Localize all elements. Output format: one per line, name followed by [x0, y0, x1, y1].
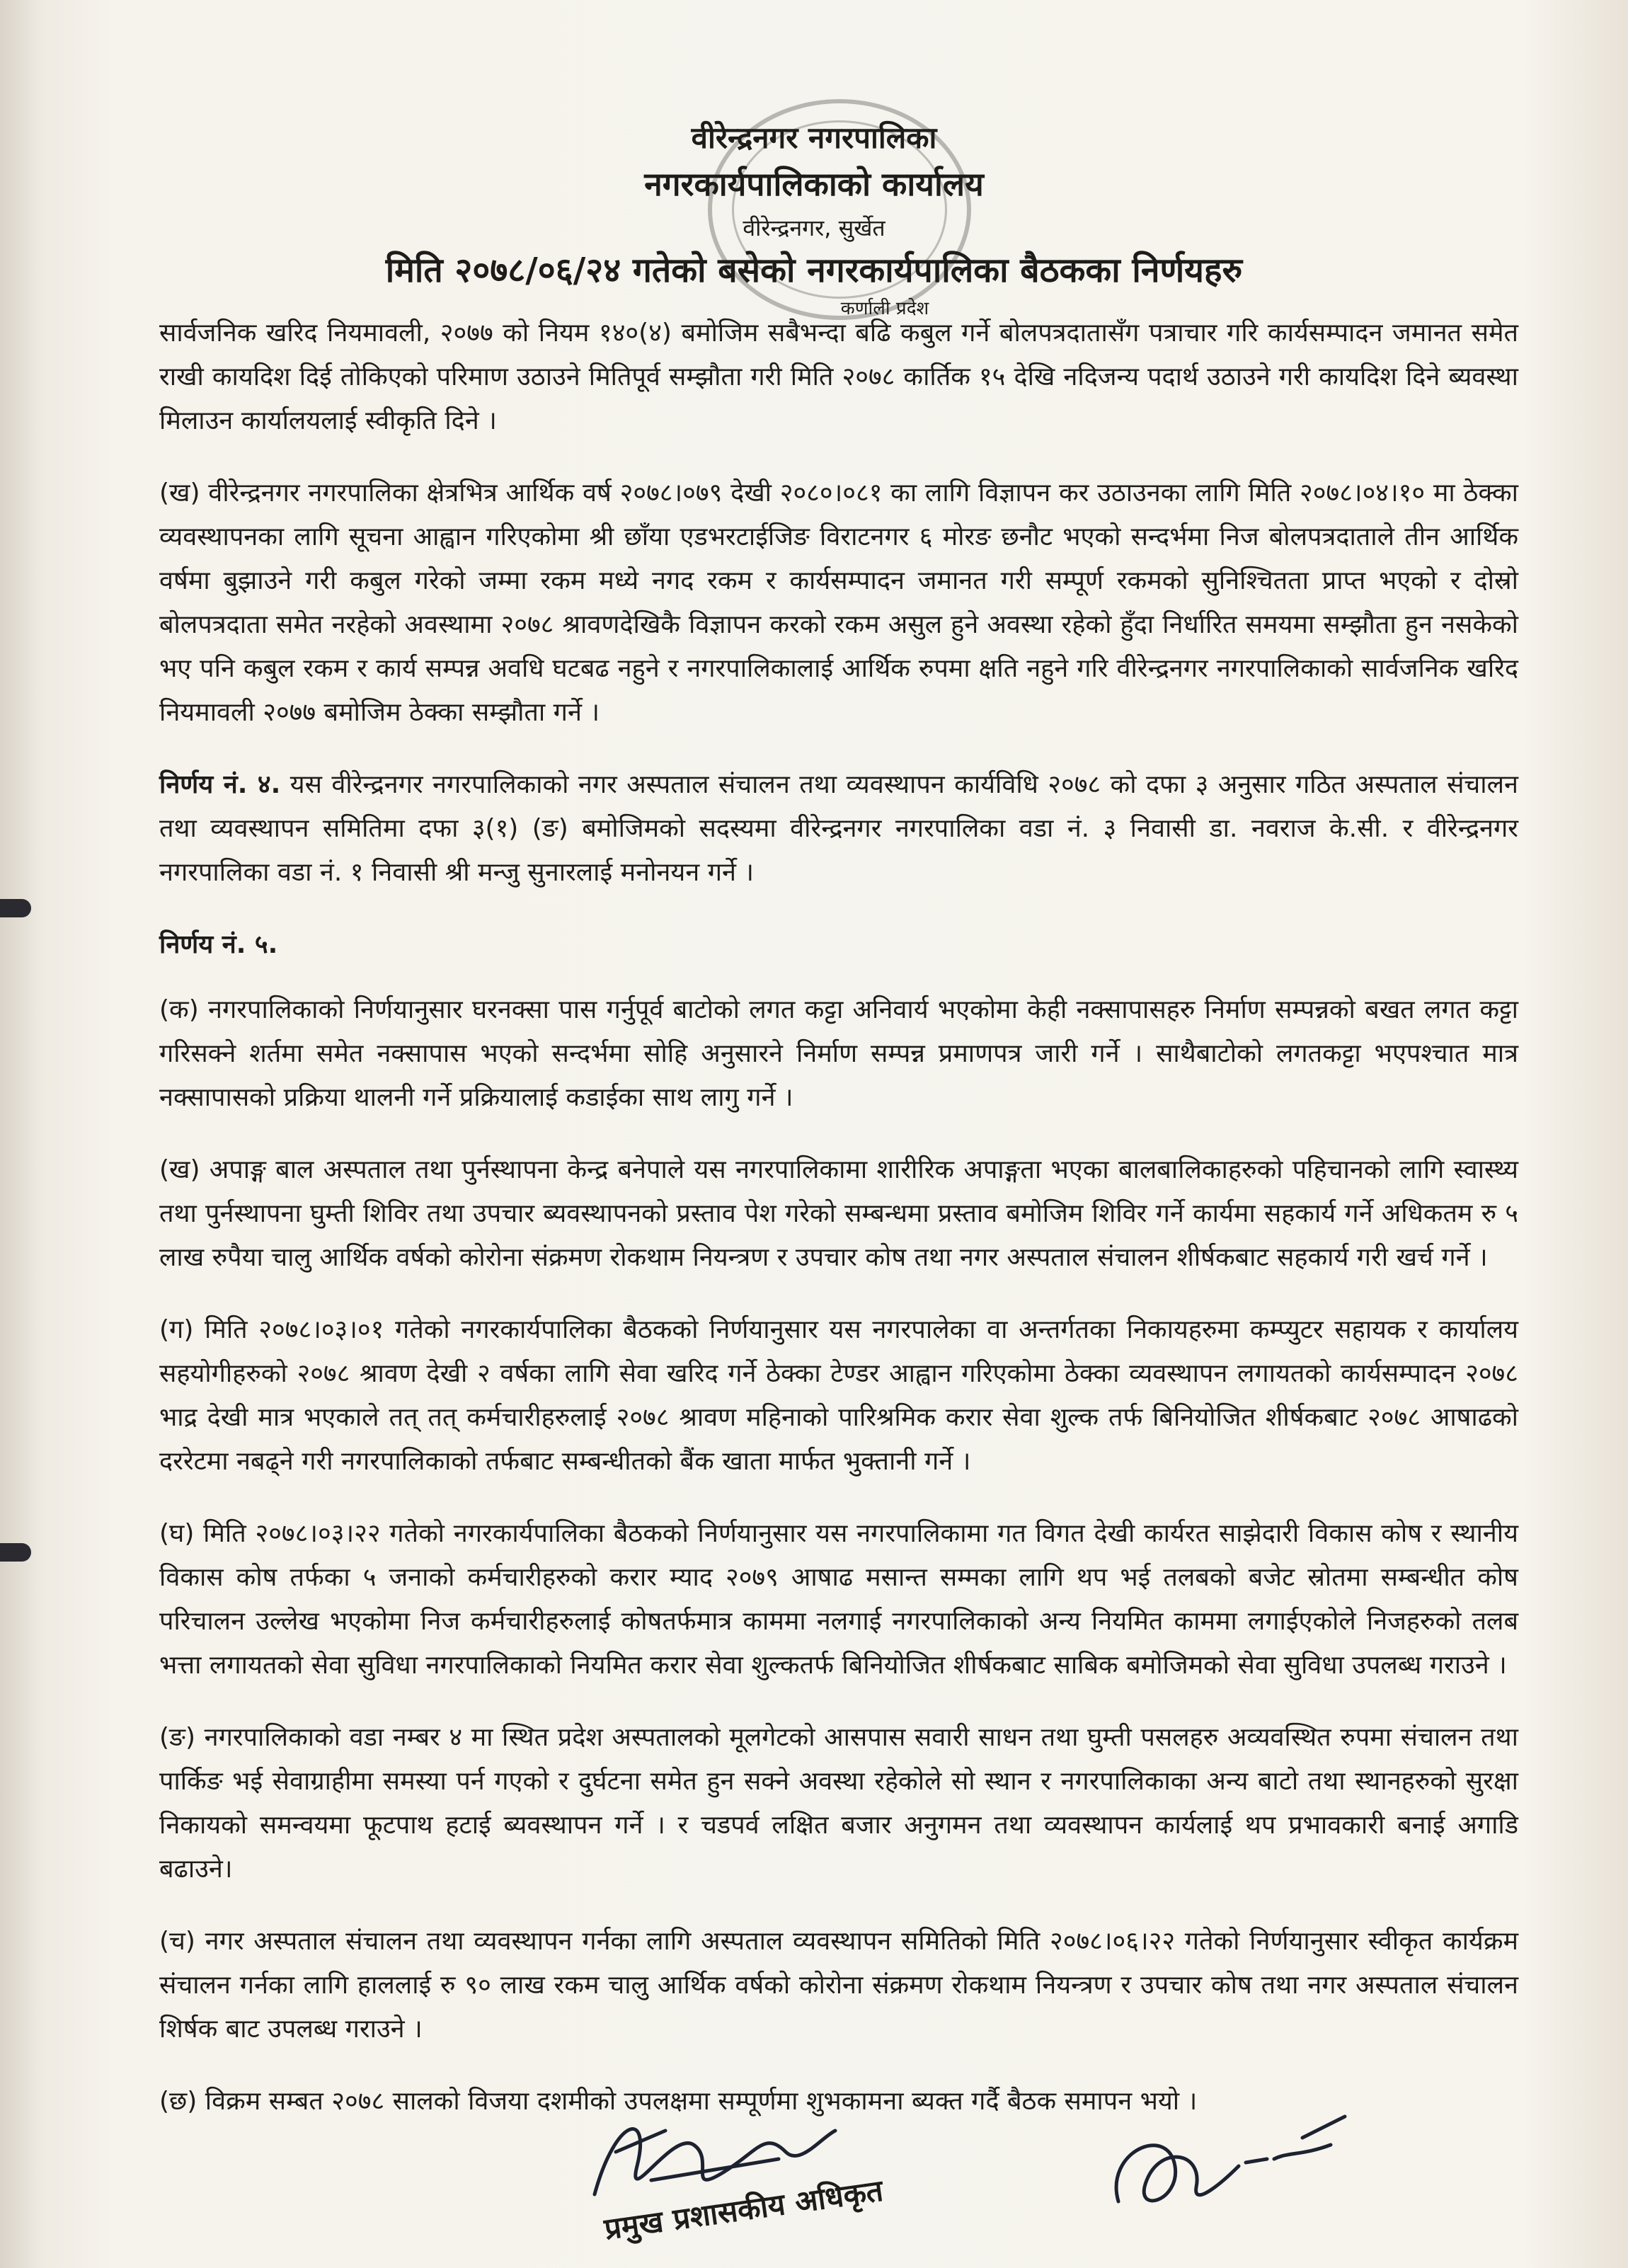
decision-5-chha: (छ) विक्रम सम्बत २०७८ सालको विजया दशमीको उपलक्षमा सम्पूर्णमा शुभकामना ब्यक्त गर्दै बैठक समापन भयो ।: [159, 2087, 1198, 2116]
decision-5-heading-text: निर्णय नं. ५.: [159, 930, 278, 959]
decision-4-text: यस वीरेन्द्रनगर नगरपालिकाको नगर अस्पताल संचालन तथा व्यवस्थापन कार्यविधि २०७८ को दफा ३ अनुसार गठित अस्पताल संचालन तथा व्यवस्थापन समितिमा दफा ३(१) (ङ) बमोजिमको सदस्यमा वीरेन्द्रनगर नगरपालिका वडा नं. ३ निवासी डा. नवराज के.सी. र वीरेन्द्रनगर नगरपालिका वडा नं. १ निवासी श्री मन्जु सुनारलाई मनोनयन गर्ने ।: [159, 770, 1518, 887]
decision-5-ka: (क) नगरपालिकाको निर्णयानुसार घरनक्सा पास गर्नुपूर्व बाटोको लगत कट्टा अनिवार्य भएकोमा केही नक्सापासहरु निर्माण सम्पन्नको बखत लगत कट्टा गरिसक्ने शर्तमा समेत नक्सापास भएको सन्दर्भमा सोहि अनुसारने निर्माण सम्पन्न प्रमाणपत्र जारी गर्ने । साथैबाटोको लगतकट्टा भएपश्चात मात्र नक्सापासको प्रक्रिया थालनी गर्ने प्रक्रियालाई कडाईका साथ लागु गर्ने ।: [159, 995, 1518, 1112]
signature-left-label: प्रमुख प्रशासकीय अधिकृत: [602, 2172, 885, 2247]
decision-4-heading: निर्णय नं. ४.: [159, 770, 281, 799]
document-body: [159, 311, 1518, 2152]
decision-5-gha: (घ) मिति २०७८।०३।२२ गतेको नगरकार्यपालिका बैठकको निर्णयानुसार यस नगरपालिकामा गत विगत देखी कार्यरत साझेदारी विकास कोष र स्थानीय विकास कोष तर्फका ५ जनाको कर्मचारीहरुको करार म्याद २०७९ आषाढ मसान्त सम्मका लागि थप भई तलबको बजेट स्रोतमा सम्बन्धीत कोष परिचालन उल्लेख भएकोमा निज कर्मचारीहरुलाई कोषतर्फमात्र काममा नलगाई नगरपालिकाको अन्य नियमित काममा लगाईएकोले निजहरुको तलब भत्ता लगायतको सेवा सुविधा नगरपालिकाको नियमित करार सेवा शुल्कतर्फ बिनियोजित शीर्षकबाट साबिक बमोजिमको सेवा सुविधा उपलब्ध गराउने ।: [159, 1519, 1518, 1680]
decision-4: [159, 763, 1518, 895]
signature-right: [1090, 2095, 1359, 2237]
paragraph-intro: सार्वजनिक खरिद नियमावली, २०७७ को नियम १४०(४) बमोजिम सबैभन्दा बढि कबुल गर्ने बोलपत्रदातासँग पत्राचार गरि कार्यसम्पादन जमानत समेत राखी कायदिश दिई तोकिएको परिमाण उठाउने मितिपूर्व सम्झौता गरी मिति २०७८ कार्तिक १५ देखि नदिजन्य पदार्थ उठाउने गरी कायदिश दिने ब्यवस्था मिलाउन कार्यालयलाई स्वीकृति दिने ।: [159, 319, 1518, 435]
binding-hole: [0, 899, 31, 917]
municipality-name: वीरेन्द्रनगर नगरपालिका: [691, 120, 937, 155]
office-name: नगरकार्यपालिकाको कार्यालय: [644, 165, 984, 203]
office-address: वीरेन्द्रनगर, सुर्खेत: [743, 214, 885, 241]
document-title: मिति २०७८/०६/२४ गतेको बसेको नगरकार्यपालिका बैठकका निर्णयहरु: [385, 251, 1243, 290]
decision-5-ga: (ग) मिति २०७८।०३।०१ गतेको नगरकार्यपालिका बैठकको निर्णयानुसार यस नगरपालेका वा अन्तर्गतका निकायहरुमा कम्प्युटर सहायक र कार्यालय सहयोगीहरुको २०७८ श्रावण देखी २ वर्षका लागि सेवा खरिद गर्ने ठेक्का टेण्डर आह्वान गरिएकोमा ठेक्का व्यवस्थापन लगायतको कार्यसम्पादन २०७८ भाद्र देखी मात्र भएकाले तत् तत् कर्मचारीहरुलाई २०७८ श्रावण महिनाको पारिश्रमिक करार सेवा शुल्क तर्फ बिनियोजित शीर्षकबाट २०७८ आषाढको दररेटमा नबढ्ने गरी नगरपालिकाको तर्फबाट सम्बन्धीतको बैंक खाता मार्फत भुक्तानी गर्ने ।: [159, 1315, 1518, 1476]
binding-hole: [0, 1543, 31, 1562]
paragraph-kha: (ख) वीरेन्द्रनगर नगरपालिका क्षेत्रभित्र आर्थिक वर्ष २०७८।०७९ देखी २०८०।०८१ का लागि विज्ञापन कर उठाउनका लागि मिति २०७८।०४।१० मा ठेक्का व्यवस्थापनका लागि सूचना आह्वान गरिएकोमा श्री छाँया एडभरटाईजिङ विराटनगर ६ मोरङ छनौट भएको सन्दर्भमा निज बोलपत्रदाताले तीन आर्थिक वर्षमा बुझाउने गरी कबुल गरेको जम्मा रकम मध्ये नगद रकम र कार्यसम्पादन जमानत गरी सम्पूर्ण रकमको सुनिश्चितता प्राप्त भएको र दोस्रो बोलपत्रदाता समेत नरहेको अवस्थामा २०७८ श्रावणदेखिकै विज्ञापन करको रकम असुल हुने अवस्था रहेको हुँदा निर्धारित समयमा सम्झौता हुन नसकेको भए पनि कबुल रकम र कार्य सम्पन्न अवधि घटबढ नहुने र नगरपालिकालाई आर्थिक रुपमा क्षति नहुने गरि वीरेन्द्रनगर नगरपालिकाको सार्वजनिक खरिद नियमावली २०७७ बमोजिम ठेक्का सम्झौता गर्ने ।: [159, 479, 1518, 727]
decision-5-cha: (च) नगर अस्पताल संचालन तथा व्यवस्थापन गर्नका लागि अस्पताल व्यवस्थापन समितिको मिति २०७८।०६।२२ गतेको निर्णयानुसार स्वीकृत कार्यक्रम संचालन गर्नका लागि हाललाई रु ९० लाख रकम चालु आर्थिक वर्षको कोरोना संक्रमण रोकथाम नियन्त्रण र उपचार कोष तथा नगर अस्पताल संचालन शिर्षक बाट उपलब्ध गराउने ।: [159, 1927, 1518, 2044]
decision-5-heading: [159, 923, 1518, 967]
decision-5-kha: (ख) अपाङ्ग बाल अस्पताल तथा पुर्नस्थापना केन्द्र बनेपाले यस नगरपालिकामा शारीरिक अपाङ्गता भएका बालबालिकाहरुको पहिचानको लागि स्वास्थ्य तथा पुर्नस्थापना घुम्ती शिविर तथा उपचार ब्यवस्थापनको प्रस्ताव पेश गरेको सम्बन्धमा प्रस्ताव बमोजिम शिविर गर्ने कार्यमा सहकार्य गर्ने अधिकतम रु ५ लाख रुपैया चालु आर्थिक वर्षको कोरोना संक्रमण रोकथाम नियन्त्रण र उपचार कोष तथा नगर अस्पताल संचालन शीर्षकबाट सहकार्य गरी खर्च गर्ने ।: [159, 1155, 1518, 1272]
seal-text: कर्णाली प्रदेश: [840, 298, 929, 319]
decision-5-nga: (ङ) नगरपालिकाको वडा नम्बर ४ मा स्थित प्रदेश अस्पतालको मूलगेटको आसपास सवारी साधन तथा घुम्ती पसलहरु अव्यवस्थित रुपमा संचालन तथा पार्किङ भई सेवाग्राहीमा समस्या पर्न गएको र दुर्घटना समेत हुन सक्ने अवस्था रहेकोले सो स्थान र नगरपालिकाका अन्य बाटो तथा स्थानहरुको सुरक्षा निकायको समन्वयमा फूटपाथ हटाई ब्यवस्थापन गर्ने । र चडपर्व लक्षित बजार अनुगमन तथा व्यवस्थापन कार्यलाई थप प्रभावकारी बनाई अगाडि बढाउने।: [159, 1723, 1518, 1884]
